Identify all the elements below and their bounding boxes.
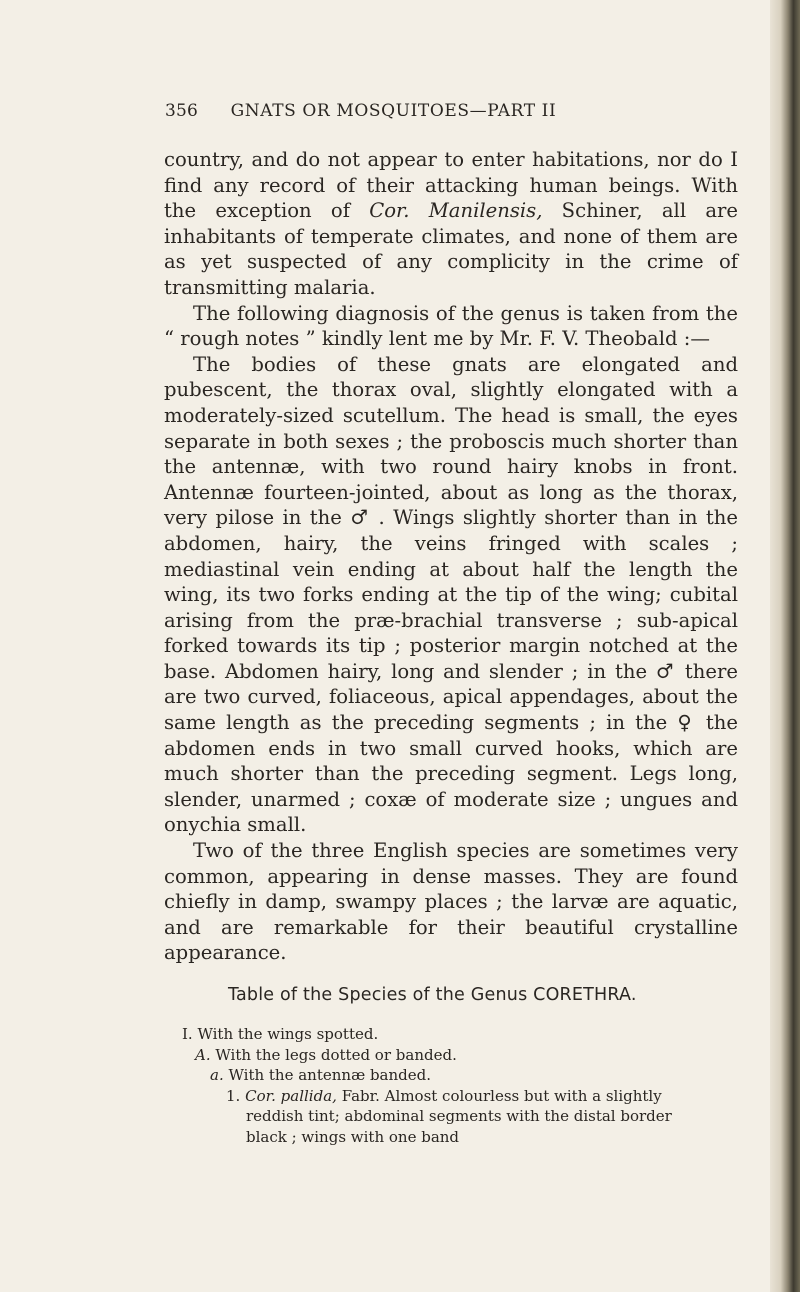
table-entry bbox=[182, 1045, 742, 1066]
species-name: Cor. Manilensis, bbox=[369, 199, 543, 223]
running-title: GNATS OR MOSQUITOES—PART II bbox=[230, 101, 557, 121]
table-entry bbox=[182, 1065, 742, 1086]
paragraph-1 bbox=[164, 147, 738, 301]
page-number: 356 bbox=[165, 101, 199, 121]
text-segment: The following diagnosis of the genus is taken from the “ rough notes ” kindly lent me by Mr. F. V. Theobald :— bbox=[164, 301, 738, 351]
table-title: Table of the Species of the Genus CORETHRA. bbox=[228, 985, 637, 1005]
entry-marker: a. bbox=[210, 1066, 224, 1084]
text-segment: country, and do not appear to enter habitations, nor do I find any record of their attacking human beings. With the exception of bbox=[164, 148, 738, 223]
species-table bbox=[182, 1024, 742, 1147]
entry-text: With the legs dotted or banded. bbox=[215, 1045, 457, 1064]
table-entry bbox=[182, 1024, 742, 1045]
entry-marker: 1. bbox=[226, 1086, 241, 1105]
text-segment: The bodies of these gnats are elongated and pubescent, the thorax oval, slightly elongated with a moderately-sized scutellum. The head is small, the eyes separate in both sexes ; the proboscis much shorter than the antennæ, with two round hairy knobs in front. Antennæ fourteen-jointed, about as long as the thorax, very pilose in the ♂ . Wings slightly shorter than in the abdomen, hairy, the veins fringed with scales ; mediastinal vein ending at about half the length the wing, its two forks ending at the tip of the wing; cubital arising from the præ-brachial transverse ; sub-apical forked towards its tip ; posterior margin notched at the base. Abdomen hairy, long and slender ; in the ♂ there are two curved, foliaceous, apical appendages, about the same length as the preceding segments ; in the ♀ the abdomen ends in two small curved hooks, which are much shorter than the preceding segment. Legs long, slender, unarmed ; coxæ of moderate size ; ungues and onychia small. bbox=[164, 352, 738, 837]
entry-marker: A. bbox=[195, 1045, 211, 1064]
paragraph-3 bbox=[164, 352, 738, 838]
table-entry-continuation bbox=[182, 1127, 742, 1148]
text-segment: Schiner, all are inhabitants of temperate climates, and none of them are as yet suspected of any complicity in the crime of transmitting malaria. bbox=[164, 199, 738, 299]
entry-text: reddish tint; abdominal segments with the distal border bbox=[246, 1107, 672, 1125]
page-edge-shadow bbox=[770, 0, 800, 1292]
table-entry bbox=[182, 1086, 742, 1107]
entry-text: With the antennæ banded. bbox=[228, 1066, 431, 1084]
paragraph-2 bbox=[164, 301, 738, 352]
entry-text: With the wings spotted. bbox=[197, 1025, 379, 1043]
running-header bbox=[165, 101, 645, 121]
body-text bbox=[164, 147, 738, 966]
text-segment: Two of the three English species are sometimes very common, appearing in dense masses. They are found chiefly in damp, swampy places ; the larvæ are aquatic, and are remarkable for their beautiful crystalline appearance. bbox=[164, 839, 738, 965]
paragraph-4 bbox=[164, 838, 738, 966]
entry-text: Fabr. Almost colourless but with a slightly bbox=[336, 1086, 662, 1105]
table-entry-continuation bbox=[182, 1106, 742, 1127]
species-name: Cor. pallida, bbox=[245, 1086, 337, 1105]
entry-text: black ; wings with one band bbox=[246, 1127, 460, 1146]
entry-marker: I. bbox=[182, 1025, 193, 1043]
